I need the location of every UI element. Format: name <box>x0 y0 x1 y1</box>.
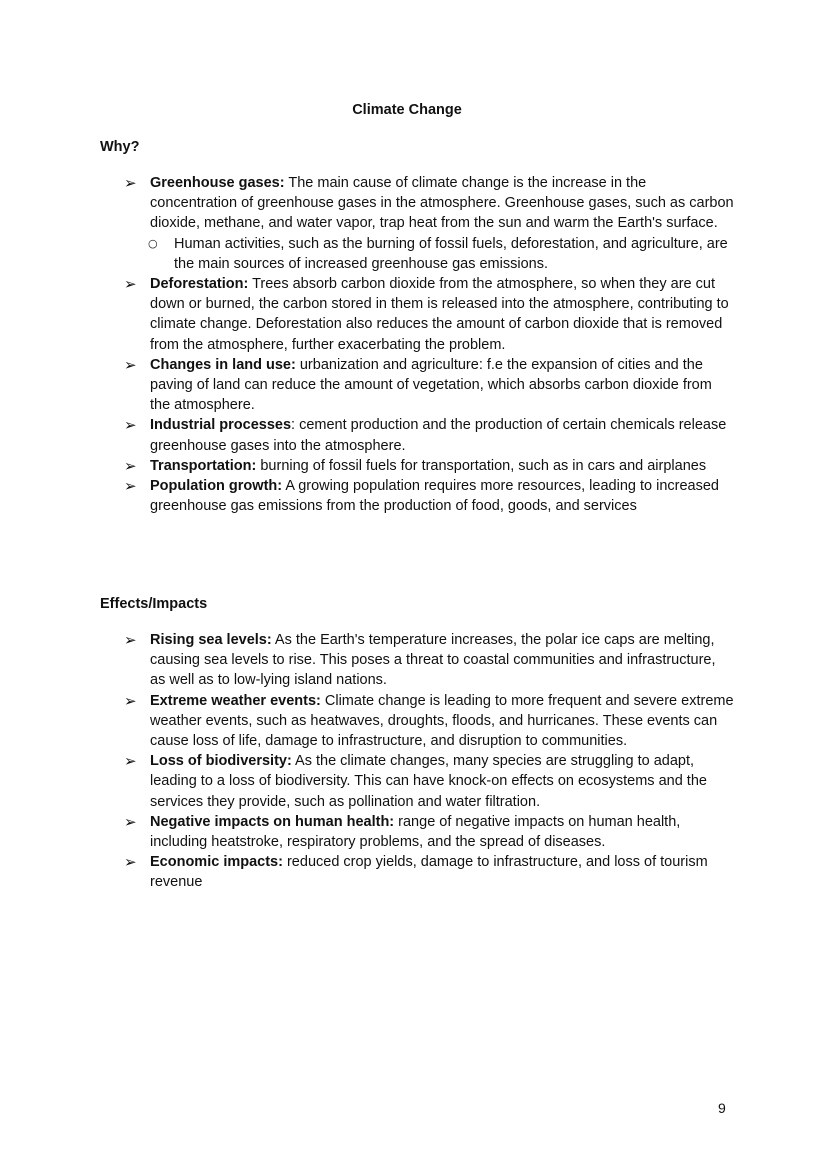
page-title: Climate Change <box>352 102 462 118</box>
item-label: Negative impacts on human health: <box>150 813 395 830</box>
arrow-bullet-icon: ➢ <box>124 355 137 374</box>
item-text: burning of fossil fuels for transportation, such as in cars and airplanes <box>256 457 707 474</box>
list-item <box>124 852 734 892</box>
item-label: Rising sea levels: <box>150 632 272 648</box>
list-item <box>124 456 734 476</box>
sub-list-item <box>124 234 734 274</box>
circle-bullet-icon: ○ <box>148 236 158 250</box>
arrow-bullet-icon: ➢ <box>124 275 137 294</box>
arrow-bullet-icon: ➢ <box>124 812 137 831</box>
list-item <box>124 355 734 416</box>
item-label: Population growth: <box>150 478 283 495</box>
item-label: Changes in land use: <box>150 356 296 373</box>
item-text: : cement production and the production of certain chemicals release greenhouse gases into the atmosphere. <box>150 417 727 454</box>
item-text: reduced crop yields, damage to infrastructure, and loss of tourism revenue <box>150 854 708 891</box>
item-label: Economic impacts: <box>150 854 283 871</box>
list-item <box>124 751 734 812</box>
item-label: Deforestation: <box>150 276 249 293</box>
item-label: Extreme weather events: <box>150 692 321 709</box>
effects-list <box>124 630 734 893</box>
item-text: range of negative impacts on human health, including heatstroke, respiratory problems, and the spread of diseases. <box>150 813 681 851</box>
list-item <box>124 415 734 455</box>
arrow-bullet-icon: ➢ <box>124 416 137 435</box>
arrow-bullet-icon: ➢ <box>124 691 137 710</box>
item-text: As the Earth's temperature increases, the polar ice caps are melting, causing sea levels to rise. This poses a threat to coastal communities and infrastructure, as well as to low-lying island nations. <box>150 632 716 689</box>
item-text: Climate change is leading to more frequent and severe extreme weather events, such as heatwaves, droughts, floods, and hurricanes. These events can cause loss of life, damage to infrastructure, and disruption to communities. <box>150 692 734 750</box>
item-label: Loss of biodiversity: <box>150 753 292 770</box>
item-text: The main cause of climate change is the increase in the concentration of greenhouse gases in the atmosphere. Greenhouse gases, such as carbon dioxide, methane, and water vapor, trap heat from the sun and warm the Earth's surface. <box>150 175 734 232</box>
list-item <box>124 812 734 852</box>
item-text: A growing population requires more resources, leading to increased greenhouse gas emissions from the production of food, goods, and services <box>150 478 719 515</box>
page-number: 9 <box>718 1100 726 1116</box>
item-label: Transportation: <box>150 457 257 474</box>
arrow-bullet-icon: ➢ <box>124 752 137 771</box>
list-item <box>124 173 734 234</box>
list-item <box>124 630 734 691</box>
why-heading: Why? <box>100 139 140 155</box>
arrow-bullet-icon: ➢ <box>124 456 137 475</box>
item-label: Industrial processes <box>150 417 292 434</box>
sub-item-text: Human activities, such as the burning of fossil fuels, deforestation, and agriculture, are the main sources of increased greenhouse gas emissions. <box>174 235 728 272</box>
arrow-bullet-icon: ➢ <box>124 477 137 496</box>
list-item <box>124 274 734 355</box>
arrow-bullet-icon: ➢ <box>124 631 137 649</box>
arrow-bullet-icon: ➢ <box>124 853 137 872</box>
item-text: urbanization and agriculture: f.e the expansion of cities and the paving of land can reduce the amount of vegetation, which absorbs carbon dioxide from the atmosphere. <box>150 356 712 414</box>
list-item <box>124 476 734 516</box>
why-list <box>124 173 734 516</box>
item-label: Greenhouse gases: <box>150 175 285 191</box>
list-item <box>124 691 734 752</box>
effects-heading: Effects/Impacts <box>100 596 208 612</box>
item-text: As the climate changes, many species are struggling to adapt, leading to a loss of biodiversity. This can have knock-on effects on ecosystems and the services they provide, such as pollination and water filtration. <box>150 753 707 810</box>
item-text: Trees absorb carbon dioxide from the atmosphere, so when they are cut down or burned, the carbon stored in them is released into the atmosphere, contributing to climate change. Deforestation also reduces the amount of carbon dioxide that is removed from the atmosphere, further exacerbating the problem. <box>150 276 729 353</box>
arrow-bullet-icon: ➢ <box>124 174 137 192</box>
